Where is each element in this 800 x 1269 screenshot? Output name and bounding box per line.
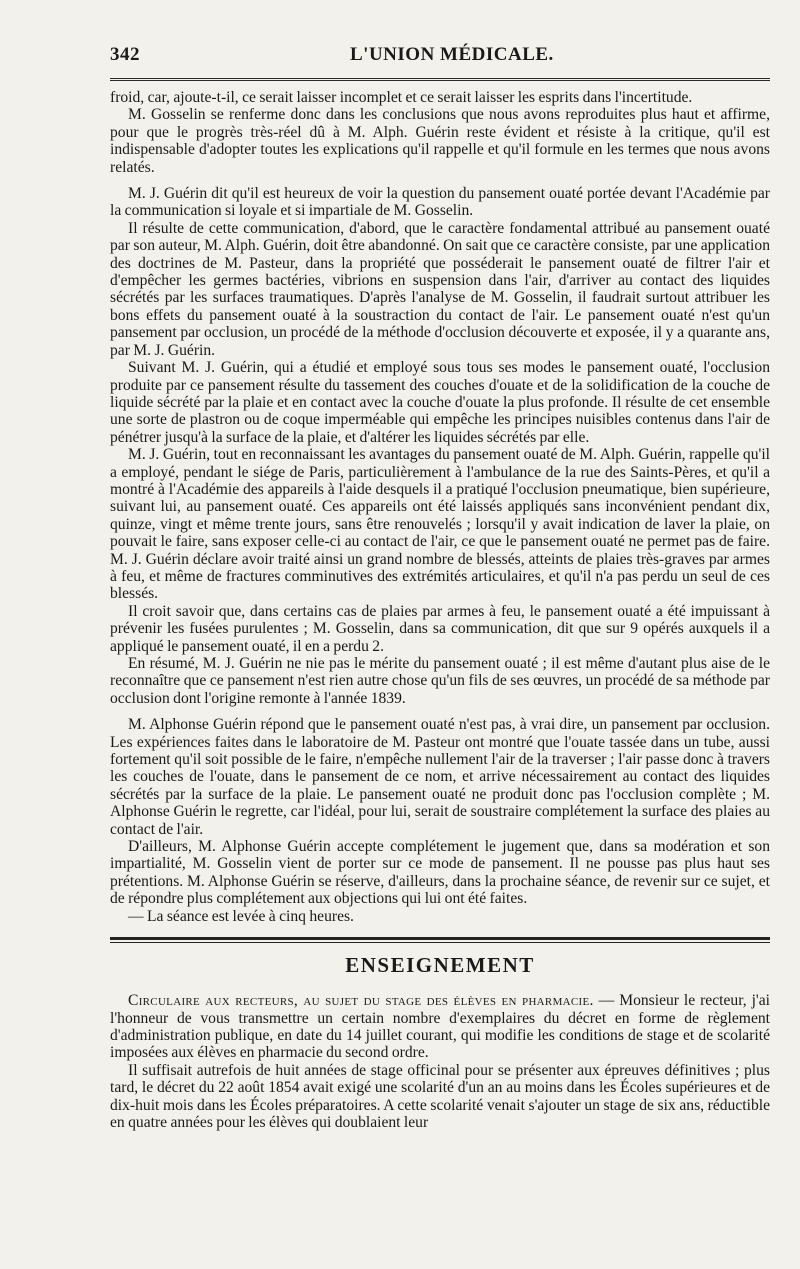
paragraph-alphonse-guerin-reserve: D'ailleurs, M. Alphonse Guérin accepte complétement le jugement que, dans sa modération et son impartialité, M. Gosselin vient de porter sur ce mode de pansement. Il ne pousse pas plus haut ses prétentions. M. Alphonse Guérin se réserve, d'ailleurs, dans la prochaine séance, de revenir sur ce sujet, et de répondre plus complétement aux objections qui lui ont été faites. [110, 838, 770, 908]
journal-title: L'UNION MÉDICALE. [350, 44, 554, 65]
paragraph-summary: En résumé, M. J. Guérin ne nie pas le mérite du pansement ouaté ; il est même d'autant plus aise de le reconnaître que ce pansement n'est rien autre chose qu'un fils de ses œuvres, un procédé de sa méthode par occlusion dont l'origine remonte à l'année 1839. [110, 655, 770, 707]
paragraph-occlusion-explained: Suivant M. J. Guérin, qui a étudié et employé sous tous ses modes le pansement ouaté, l'occlusion produite par ce pansement résulte du tassement des couches d'ouate et de la solidification de la couche de liquide sécrété par la plaie et en contact avec la couche d'ouate la plus profonde. Il résulte de cet ensemble une sorte de plastron ou de coque imperméable qui empêche les principes nuisibles contenus dans l'air de pénétrer jusqu'à la surface de la plaie, et d'altérer les liquides sécrétés par elle. [110, 359, 770, 446]
paragraph-alphonse-guerin-reply: M. Alphonse Guérin répond que le pansement ouaté n'est pas, à vrai dire, un pansement par occlusion. Les expériences faites dans le laboratoire de M. Pasteur ont montré que l'ouate tassée dans un tube, aussi fortement qu'il soit possible de le faire, n'empêche nullement l'air de la traverser ; l'air passe donc à travers les couches de l'ouate, dans le pansement de ce nom, et arrive nécessairement au contact des liquides sécrétés par la surface de la plaie. Le pansement ouaté ne produit donc pas l'occlusion complète ; M. Alphonse Guérin le regrette, car l'idéal, pour lui, serait de soustraire complétement la surface des plaies au contact de l'air. [110, 716, 770, 838]
paragraph-stage-history: Il suffisait autrefois de huit années de stage officinal pour se présenter aux épreuves définitives ; plus tard, le décret du 22 août 1854 avait exigé une scolarité d'un an au moins dans les Écoles supérieures et de dix-huit mois dans les Écoles préparatoires. A cette scolarité venait s'ajouter un stage de six ans, réductible en quatre années pour les élèves qui doublaient leur [110, 1061, 770, 1131]
circular-text: — Monsieur le recteur, j'ai l'honneur de vous transmettre un certain nombre d'exemplaires du décret en forme de règlement d'administration publique, en date du 14 juillet courant, qui modifie les conditions de stage et de scolarité imposées aux élèves en pharmacie du second ordre. [110, 992, 770, 1062]
paragraph-session-closed: — La séance est levée à cinq heures. [128, 907, 354, 925]
paragraph-purulent-fuses: Il croit savoir que, dans certains cas de plaies par armes à feu, le pansement ouaté a été impuissant à prévenir les fusées purulentes ; M. Gosselin, dans sa communication, dit que sur 9 opérés auxquels il a appliqué le pansement ouaté, il en a perdu 2. [110, 602, 770, 655]
section-rule [110, 937, 770, 943]
paragraph-pneumatic-occlusion: M. J. Guérin, tout en reconnaissant les avantages du pansement ouaté de M. Alph. Guérin, rappelle qu'il a employé, pendant le siége de Paris, particulièrement à l'ambulance de la rue des Saints-Pères, et qu'il a montré à l'Académie des appareils à l'aide desquels il a pratiqué l'occlusion pneumatique, bien supérieure, suivant lui, au pansement ouaté. Ces appareils ont été laissés appliqués sans inconvénient pendant dix, quinze, vingt et même trente jours, sans être renouvelés ; lorsqu'il y avait indication de laver la plaie, on pouvait le faire, sans exposer celle-ci au contact de l'air, ce que le pansement ouaté ne permet pas de faire. M. J. Guérin déclare avoir traité ainsi un grand nombre de blessés, atteints de plaies très-graves par armes à feu, et même de fractures comminutives des extrémités articulaires, et qu'il n'a pas perdu un seul de ces blessés. [110, 446, 770, 603]
header-rule [110, 78, 770, 85]
section-title: ENSEIGNEMENT [345, 953, 535, 978]
page-number: 342 [110, 44, 140, 65]
paragraph-communication-result: Il résulte de cette communication, d'abord, que le caractère fondamental attribué au pansement ouaté par son auteur, M. Alph. Guérin, doit être abandonné. On sait que ce caractère consiste, par une application des doctrines de M. Pasteur, dans la propriété que posséderait le pansement ouaté de filtrer l'air et d'empêcher les germes bactéries, vibrions en suspension dans l'air, d'arriver au contact des liquides sécrétés par les surfaces traumatiques. D'après l'analyse de M. Gosselin, il faudrait surtout attribuer les bons effets du pansement ouaté à la soustraction du contact de l'air. Le pansement ouaté n'est qu'un pansement par occlusion, un procédé de la méthode d'occlusion découverte et exposée, il y a quarante ans, par M. J. Guérin. [110, 219, 770, 359]
running-head [110, 44, 770, 68]
paragraph-continuation: froid, car, ajoute-t-il, ce serait laisser incomplet et ce serait laisser les esprits dans l'incertitude. [110, 89, 693, 106]
paragraph-j-guerin-intro: M. J. Guérin dit qu'il est heureux de voir la question du pansement ouaté portée devant l'Académie par la communication si loyale et si impartiale de M. Gosselin. [110, 185, 770, 220]
paragraph-circular [110, 992, 770, 1062]
circular-lead: Circulaire aux recteurs, au sujet du stage des élèves en pharmacie. [128, 992, 594, 1010]
paragraph-gosselin-conclusions: M. Gosselin se renferme donc dans les conclusions que nous avons reproduites plus haut et affirme, pour que le progrès très-réel dû à M. Alph. Guérin reste évident et résiste à la critique, qu'il est indispensable d'adopter toutes les explications qu'il rappelle et qu'il formule en les termes que nous avons relatés. [110, 106, 770, 176]
